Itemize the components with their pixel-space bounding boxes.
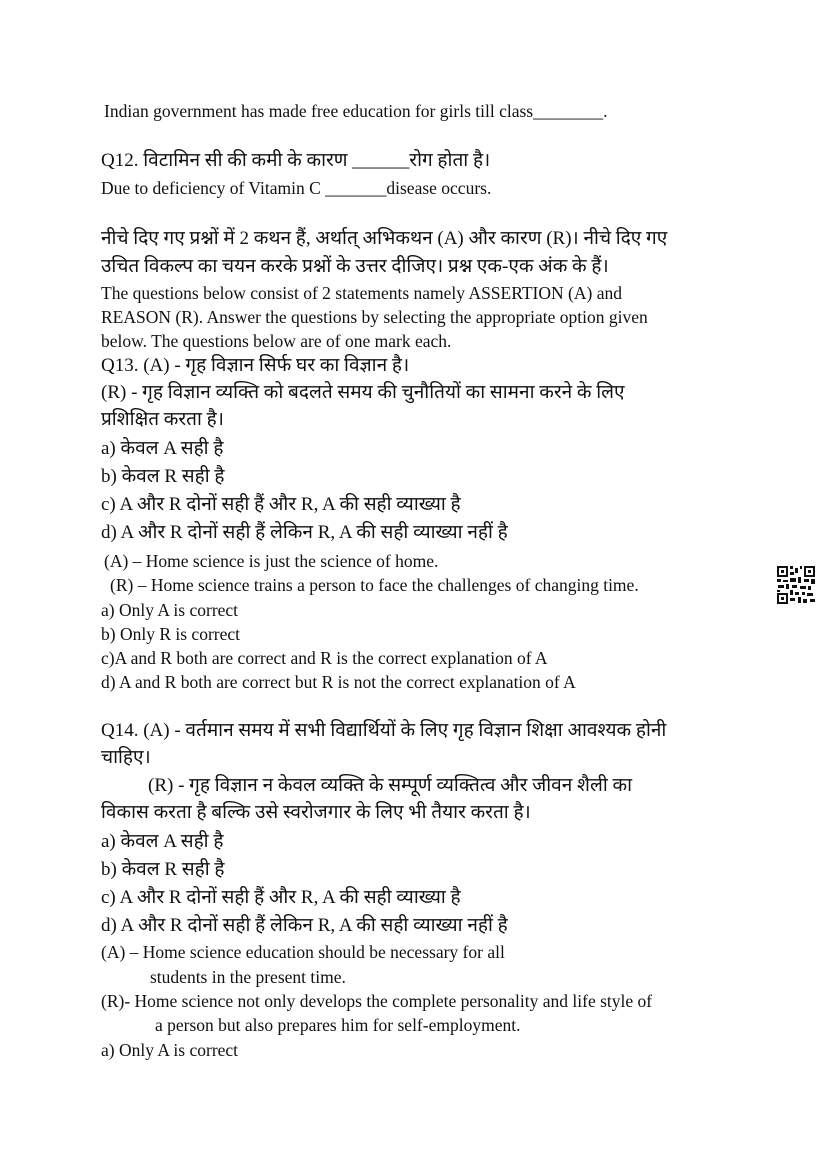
q13-assertion-hindi: Q13. (A) - गृह विज्ञान सिर्फ घर का विज्ञान है।: [101, 355, 410, 376]
instructions-english-line-2: REASON (R). Answer the questions by selecting the appropriate option given: [101, 307, 648, 327]
q13-reason-hindi-line-1: (R) - गृह विज्ञान व्यक्ति को बदलते समय की चुनौतियों का सामना करने के लिए: [101, 382, 625, 403]
q14-reason-hindi-line-1: (R) - गृह विज्ञान न केवल व्यक्ति के सम्पूर्ण व्यक्तित्व और जीवन शैली का: [148, 775, 633, 796]
q14-option-a-hindi: a) केवल A सही है: [101, 831, 224, 852]
q13-assertion-english: (A) – Home science is just the science of home.: [104, 551, 439, 571]
q13-option-c-english: c)A and R both are correct and R is the correct explanation of A: [101, 648, 548, 668]
q14-assertion-english-line-1: (A) – Home science education should be necessary for all: [101, 942, 505, 962]
q14-option-d-hindi: d) A और R दोनों सही हैं लेकिन R, A की सही व्याख्या नहीं है: [101, 915, 508, 936]
q14-reason-hindi-line-2: विकास करता है बल्कि उसे स्वरोजगार के लिए भी तैयार करता है।: [101, 802, 531, 823]
q14-option-a-english: a) Only A is correct: [101, 1040, 239, 1060]
q13-option-b-hindi: b) केवल R सही है: [101, 466, 225, 487]
question-12-hindi: Q12. विटामिन सी की कमी के कारण ______रोग होता है।: [101, 150, 491, 171]
instructions-hindi-line-2: उचित विकल्प का चयन करके प्रश्नों के उत्तर दीजिए। प्रश्न एक-एक अंक के हैं।: [101, 256, 609, 277]
question-11-text: Indian government has made free education for girls till class________.: [104, 101, 608, 121]
q13-option-d-english: d) A and R both are correct but R is not the correct explanation of A: [101, 672, 576, 692]
q13-option-a-english: a) Only A is correct: [101, 600, 239, 620]
q13-option-c-hindi: c) A और R दोनों सही हैं और R, A की सही व्याख्या है: [101, 494, 461, 515]
instructions-english-line-1: The questions below consist of 2 statements namely ASSERTION (A) and: [101, 283, 622, 303]
q13-option-a-hindi: a) केवल A सही है: [101, 438, 224, 459]
q14-reason-english-line-1: (R)- Home science not only develops the complete personality and life style of: [101, 991, 653, 1011]
instructions-hindi-line-1: नीचे दिए गए प्रश्नों में 2 कथन हैं, अर्थात् अभिकथन (A) और कारण (R)। नीचे दिए गए: [101, 228, 668, 249]
q14-option-c-hindi: c) A और R दोनों सही हैं और R, A की सही व्याख्या है: [101, 887, 461, 908]
question-12-english: Due to deficiency of Vitamin C _______disease occurs.: [101, 178, 492, 198]
q14-reason-english-line-2: a person but also prepares him for self-employment.: [155, 1015, 521, 1035]
qr-code-icon: [776, 565, 816, 605]
q14-assertion-hindi-line-1: Q14. (A) - वर्तमान समय में सभी विद्यार्थियों के लिए गृह विज्ञान शिक्षा आवश्यक होनी: [101, 720, 667, 741]
q13-option-b-english: b) Only R is correct: [101, 624, 240, 644]
q13-reason-english: (R) – Home science trains a person to face the challenges of changing time.: [110, 575, 639, 595]
q14-option-b-hindi: b) केवल R सही है: [101, 859, 225, 880]
q14-assertion-english-line-2: students in the present time.: [150, 967, 346, 987]
q13-option-d-hindi: d) A और R दोनों सही हैं लेकिन R, A की सही व्याख्या नहीं है: [101, 522, 508, 543]
q14-assertion-hindi-line-2: चाहिए।: [101, 747, 151, 768]
instructions-english-line-3: below. The questions below are of one mark each.: [101, 331, 452, 351]
q13-reason-hindi-line-2: प्रशिक्षित करता है।: [101, 409, 224, 430]
